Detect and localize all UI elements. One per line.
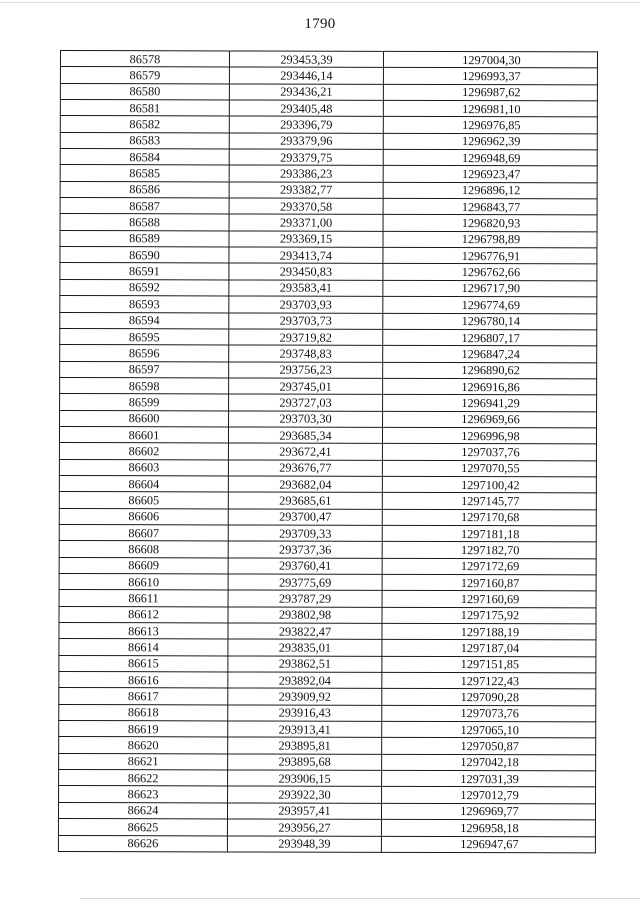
x-coordinate-cell: 293700,47 (228, 509, 382, 526)
table-row (60, 132, 597, 150)
table-row (59, 475, 596, 493)
y-coordinate-cell: 1296843,77 (383, 198, 597, 215)
point-number-cell: 86596 (60, 345, 229, 362)
table-row (60, 230, 597, 248)
y-coordinate-cell: 1297181,18 (382, 525, 596, 542)
table-row (59, 590, 596, 608)
point-number-cell: 86619 (59, 721, 228, 738)
table-row (59, 688, 596, 706)
table-row (60, 51, 597, 69)
table-row (59, 524, 596, 542)
x-coordinate-cell: 293583,41 (229, 280, 383, 297)
x-coordinate-cell: 293405,48 (229, 100, 383, 117)
x-coordinate-cell: 293909,92 (228, 688, 382, 705)
y-coordinate-cell: 1297031,39 (382, 770, 596, 787)
coordinates-table-body (58, 51, 597, 853)
y-coordinate-cell: 1296962,39 (383, 133, 597, 150)
table-row (59, 721, 596, 739)
point-number-cell: 86626 (58, 835, 227, 852)
y-coordinate-cell: 1297042,18 (382, 754, 596, 771)
x-coordinate-cell: 293745,01 (229, 378, 383, 395)
x-coordinate-cell: 293676,77 (228, 460, 382, 477)
point-number-cell: 86588 (60, 214, 229, 231)
y-coordinate-cell: 1297004,30 (383, 51, 597, 68)
point-number-cell: 86578 (60, 51, 229, 68)
point-number-cell: 86609 (59, 557, 228, 574)
x-coordinate-cell: 293379,75 (229, 149, 383, 166)
point-number-cell: 86616 (59, 672, 228, 689)
point-number-cell: 86592 (60, 279, 229, 296)
table-row (59, 426, 596, 444)
point-number-cell: 86599 (60, 394, 229, 411)
x-coordinate-cell: 293748,83 (229, 345, 383, 362)
point-number-cell: 86602 (59, 443, 228, 460)
table-row (60, 247, 597, 265)
scan-edge-top (0, 2, 640, 3)
y-coordinate-cell: 1296987,62 (383, 84, 597, 101)
x-coordinate-cell: 293386,23 (229, 165, 383, 182)
x-coordinate-cell: 293370,58 (229, 198, 383, 215)
y-coordinate-cell: 1297175,92 (382, 607, 596, 624)
point-number-cell: 86580 (60, 83, 229, 100)
point-number-cell: 86606 (59, 508, 228, 525)
x-coordinate-cell: 293672,41 (228, 443, 382, 460)
y-coordinate-cell: 1296969,77 (381, 803, 595, 820)
x-coordinate-cell: 293906,15 (228, 770, 382, 787)
point-number-cell: 86612 (59, 606, 228, 623)
x-coordinate-cell: 293957,41 (227, 803, 381, 820)
x-coordinate-cell: 293371,00 (229, 214, 383, 231)
table-row (59, 459, 596, 477)
point-number-cell: 86597 (60, 361, 229, 378)
table-row (59, 753, 596, 771)
x-coordinate-cell: 293787,29 (228, 590, 382, 607)
x-coordinate-cell: 293862,51 (228, 656, 382, 673)
x-coordinate-cell: 293396,79 (229, 116, 383, 133)
table-row (59, 639, 596, 657)
table-row (59, 492, 596, 510)
point-number-cell: 86611 (59, 590, 228, 607)
point-number-cell: 86594 (60, 312, 229, 329)
point-number-cell: 86590 (60, 247, 229, 264)
point-number-cell: 86617 (59, 688, 228, 705)
y-coordinate-cell: 1296774,69 (383, 297, 597, 314)
table-row (59, 770, 596, 788)
point-number-cell: 86604 (59, 475, 228, 492)
y-coordinate-cell: 1297187,04 (382, 640, 596, 657)
point-number-cell: 86601 (59, 426, 228, 443)
y-coordinate-cell: 1297050,87 (382, 738, 596, 755)
table-row (60, 165, 597, 183)
y-coordinate-cell: 1296807,17 (383, 329, 597, 346)
table-row (59, 508, 596, 526)
point-number-cell: 86613 (59, 623, 228, 640)
point-number-cell: 86620 (59, 737, 228, 754)
point-number-cell: 86593 (60, 296, 229, 313)
y-coordinate-cell: 1296993,37 (383, 68, 597, 85)
y-coordinate-cell: 1296958,18 (381, 820, 595, 837)
y-coordinate-cell: 1297160,69 (382, 591, 596, 608)
table-row (59, 541, 596, 559)
x-coordinate-cell: 293892,04 (228, 672, 382, 689)
point-number-cell: 86600 (60, 410, 229, 427)
y-coordinate-cell: 1296847,24 (383, 346, 597, 363)
y-coordinate-cell: 1296916,86 (383, 378, 597, 395)
point-number-cell: 86589 (60, 230, 229, 247)
x-coordinate-cell: 293922,30 (228, 786, 382, 803)
point-number-cell: 86579 (60, 67, 229, 84)
x-coordinate-cell: 293453,39 (229, 51, 383, 68)
point-number-cell: 86624 (58, 802, 227, 819)
y-coordinate-cell: 1297012,79 (382, 787, 596, 804)
y-coordinate-cell: 1297090,28 (382, 689, 596, 706)
x-coordinate-cell: 293760,41 (228, 558, 382, 575)
y-coordinate-cell: 1296896,12 (383, 182, 597, 199)
page-number: 1790 (304, 16, 336, 32)
x-coordinate-cell: 293703,73 (229, 312, 383, 329)
point-number-cell: 86587 (60, 198, 229, 215)
y-coordinate-cell: 1296969,66 (383, 411, 597, 428)
x-coordinate-cell: 293822,47 (228, 623, 382, 640)
table-row (60, 116, 597, 134)
x-coordinate-cell: 293756,23 (229, 361, 383, 378)
x-coordinate-cell: 293685,61 (228, 492, 382, 509)
table-row (60, 410, 597, 428)
y-coordinate-cell: 1297160,87 (382, 574, 596, 591)
point-number-cell: 86584 (60, 149, 229, 166)
x-coordinate-cell: 293682,04 (228, 476, 382, 493)
y-coordinate-cell: 1297073,76 (382, 705, 596, 722)
x-coordinate-cell: 293446,14 (229, 67, 383, 84)
x-coordinate-cell: 293719,82 (229, 329, 383, 346)
point-number-cell: 86621 (59, 753, 228, 770)
x-coordinate-cell: 293727,03 (229, 394, 383, 411)
x-coordinate-cell: 293802,98 (228, 607, 382, 624)
x-coordinate-cell: 293948,39 (227, 835, 381, 852)
point-number-cell: 86585 (60, 165, 229, 182)
point-number-cell: 86583 (60, 132, 229, 149)
y-coordinate-cell: 1296996,98 (382, 427, 596, 444)
x-coordinate-cell: 293709,33 (228, 525, 382, 542)
point-number-cell: 86622 (59, 770, 228, 787)
point-number-cell: 86598 (60, 377, 229, 394)
coordinates-table (58, 50, 598, 853)
point-number-cell: 86581 (60, 100, 229, 117)
y-coordinate-cell: 1297100,42 (382, 476, 596, 493)
table-row (60, 312, 597, 330)
y-coordinate-cell: 1297070,55 (382, 460, 596, 477)
y-coordinate-cell: 1297170,68 (382, 509, 596, 526)
x-coordinate-cell: 293895,81 (228, 737, 382, 754)
y-coordinate-cell: 1297065,10 (382, 721, 596, 738)
table-row (58, 819, 595, 837)
table-row (60, 149, 597, 167)
y-coordinate-cell: 1296976,85 (383, 117, 597, 134)
table-row (59, 557, 596, 575)
x-coordinate-cell: 293369,15 (229, 231, 383, 248)
y-coordinate-cell: 1297172,69 (382, 558, 596, 575)
y-coordinate-cell: 1297122,43 (382, 672, 596, 689)
y-coordinate-cell: 1297182,70 (382, 542, 596, 559)
table-row (60, 328, 597, 346)
table-row (60, 296, 597, 314)
y-coordinate-cell: 1296717,90 (383, 280, 597, 297)
point-number-cell: 86595 (60, 328, 229, 345)
point-number-cell: 86607 (59, 524, 228, 541)
y-coordinate-cell: 1297037,76 (382, 444, 596, 461)
table-row (60, 67, 597, 85)
point-number-cell: 86591 (60, 263, 229, 280)
y-coordinate-cell: 1296776,91 (383, 247, 597, 264)
table-row (60, 198, 597, 216)
table-row (59, 786, 596, 804)
x-coordinate-cell: 293913,41 (228, 721, 382, 738)
y-coordinate-cell: 1297188,19 (382, 623, 596, 640)
scan-edge-bottom (80, 898, 640, 899)
table-row (60, 279, 597, 297)
point-number-cell: 86625 (58, 819, 227, 836)
x-coordinate-cell: 293450,83 (229, 263, 383, 280)
x-coordinate-cell: 293835,01 (228, 639, 382, 656)
table-row (59, 672, 596, 690)
x-coordinate-cell: 293737,36 (228, 541, 382, 558)
x-coordinate-cell: 293895,68 (228, 754, 382, 771)
table-row (60, 181, 597, 199)
y-coordinate-cell: 1296981,10 (383, 100, 597, 117)
point-number-cell: 86605 (59, 492, 228, 509)
table-row (60, 361, 597, 379)
x-coordinate-cell: 293413,74 (229, 247, 383, 264)
x-coordinate-cell: 293703,93 (229, 296, 383, 313)
y-coordinate-cell: 1296941,29 (383, 395, 597, 412)
point-number-cell: 86614 (59, 639, 228, 656)
table-row (59, 606, 596, 624)
table-row (59, 737, 596, 755)
point-number-cell: 86623 (59, 786, 228, 803)
table-row (59, 623, 596, 641)
x-coordinate-cell: 293956,27 (227, 819, 381, 836)
point-number-cell: 86603 (59, 459, 228, 476)
table-row (59, 655, 596, 673)
y-coordinate-cell: 1296890,62 (383, 362, 597, 379)
point-number-cell: 86582 (60, 116, 229, 133)
y-coordinate-cell: 1296820,93 (383, 215, 597, 232)
x-coordinate-cell: 293379,96 (229, 133, 383, 150)
y-coordinate-cell: 1296923,47 (383, 166, 597, 183)
y-coordinate-cell: 1296762,66 (383, 264, 597, 281)
y-coordinate-cell: 1296947,67 (381, 836, 595, 853)
point-number-cell: 86608 (59, 541, 228, 558)
point-number-cell: 86618 (59, 704, 228, 721)
table-row (59, 704, 596, 722)
x-coordinate-cell: 293685,34 (228, 427, 382, 444)
x-coordinate-cell: 293382,77 (229, 182, 383, 199)
point-number-cell: 86586 (60, 181, 229, 198)
table-row (60, 100, 597, 118)
y-coordinate-cell: 1296780,14 (383, 313, 597, 330)
table-row (60, 394, 597, 412)
y-coordinate-cell: 1297145,77 (382, 493, 596, 510)
point-number-cell: 86610 (59, 573, 228, 590)
table-row (60, 214, 597, 232)
table-row (59, 443, 596, 461)
table-row (58, 802, 595, 820)
x-coordinate-cell: 293703,30 (229, 411, 383, 428)
table-row (58, 835, 595, 853)
table-row (60, 263, 597, 281)
x-coordinate-cell: 293436,21 (229, 84, 383, 101)
table-row (60, 83, 597, 101)
table-row (60, 377, 597, 395)
y-coordinate-cell: 1296798,89 (383, 231, 597, 248)
point-number-cell: 86615 (59, 655, 228, 672)
y-coordinate-cell: 1297151,85 (382, 656, 596, 673)
table-row (60, 345, 597, 363)
y-coordinate-cell: 1296948,69 (383, 149, 597, 166)
table-row (59, 573, 596, 591)
x-coordinate-cell: 293775,69 (228, 574, 382, 591)
x-coordinate-cell: 293916,43 (228, 705, 382, 722)
